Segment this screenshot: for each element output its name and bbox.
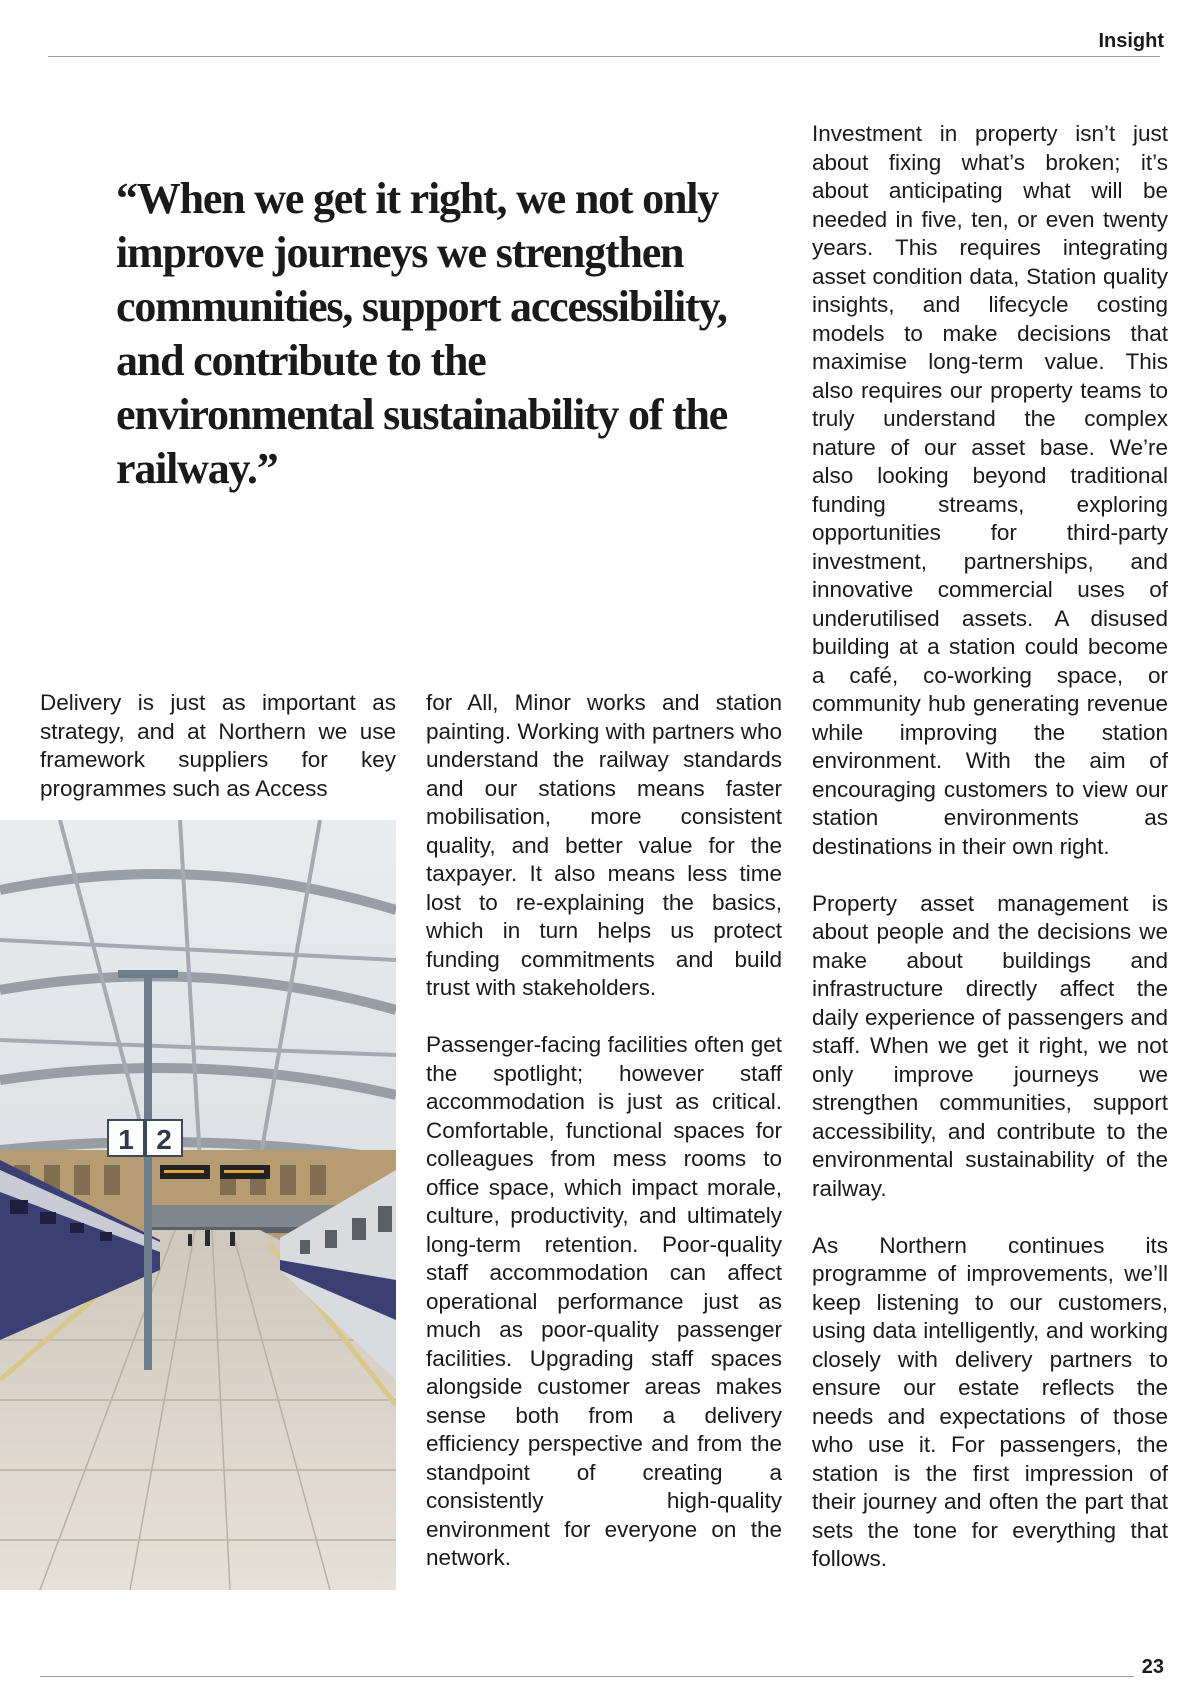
page-number: 23 (1141, 1656, 1164, 1678)
paragraph: As Northern continues its programme of improvements, we’ll keep listening to our customers, using data intelligently, and working closely with delivery partners to ensure our estate reflects the needs and expectations of those who use it. For passengers, the station is the first impression of their journey and often the part that sets the tone for everything that follows. (812, 1232, 1168, 1571)
footer-rule (40, 1676, 1134, 1677)
pull-quote: “When we get it right, we not only improve journeys we strengthen communities, support accessibility, and contribute to the environmental sustainability of the railway.” (116, 174, 728, 493)
paragraph: Delivery is just as important as strategy, and at Northern we use framework suppliers for key programmes such as Access (40, 690, 396, 801)
paragraph: Property asset management is about people and the decisions we make about buildings and infrastructure directly affect the daily experience of passengers and staff. When we get it right, we not only improve journeys we strengthen communities, support accessibility, and contribute to the environmental sustainability of the railway. (812, 890, 1168, 1201)
body-column-2 (426, 689, 782, 1601)
platform-number-sign-1: 1 (118, 1124, 134, 1155)
body-column-3 (812, 120, 1168, 1602)
paragraph: Passenger-facing facilities often get the spotlight; however staff accommodation is just as critical. Comfortable, functional spaces for colleagues from mess rooms to office space, which impact morale, culture, productivity, and ultimately long-term retention. Poor-quality staff accommodation can affect operational performance just as much as poor-quality passenger facilities. Upgrading staff spaces alongside customer areas makes sense both from a delivery efficiency perspective and from the standpoint of creating a consistently high-quality environment for everyone on the network. (426, 1032, 782, 1570)
body-column-1 (40, 689, 396, 832)
paragraph: Investment in property isn’t just about fixing what’s broken; it’s about anticipating what will be needed in five, ten, or even twenty years. This requires integrating asset condition data, Station quality insights, and lifecycle costing models to make decisions that maximise long-term value. This also requires our property teams to truly understand the complex nature of our asset base. We’re also looking beyond traditional funding streams, exploring opportunities for third-party investment, partnerships, and innovative commercial uses of underutilised assets. A disused building at a station could become a café, co-working space, or community hub generating revenue while improving the station environment. With the aim of encouraging customers to view our station environments as destinations in their own right. (812, 121, 1168, 859)
platform-number-sign-2: 2 (156, 1124, 172, 1155)
station-platform-photo (0, 820, 396, 1590)
section-label: Insight (1098, 30, 1164, 52)
paragraph: for All, Minor works and station painting. Working with partners who understand the railway standards and our stations means faster mobilisation, more consistent quality, and better value for the taxpayer. It also means less time lost to re-explaining the basics, which in turn helps us protect funding commitments and build trust with stakeholders. (426, 690, 783, 1000)
header-rule (48, 56, 1160, 57)
